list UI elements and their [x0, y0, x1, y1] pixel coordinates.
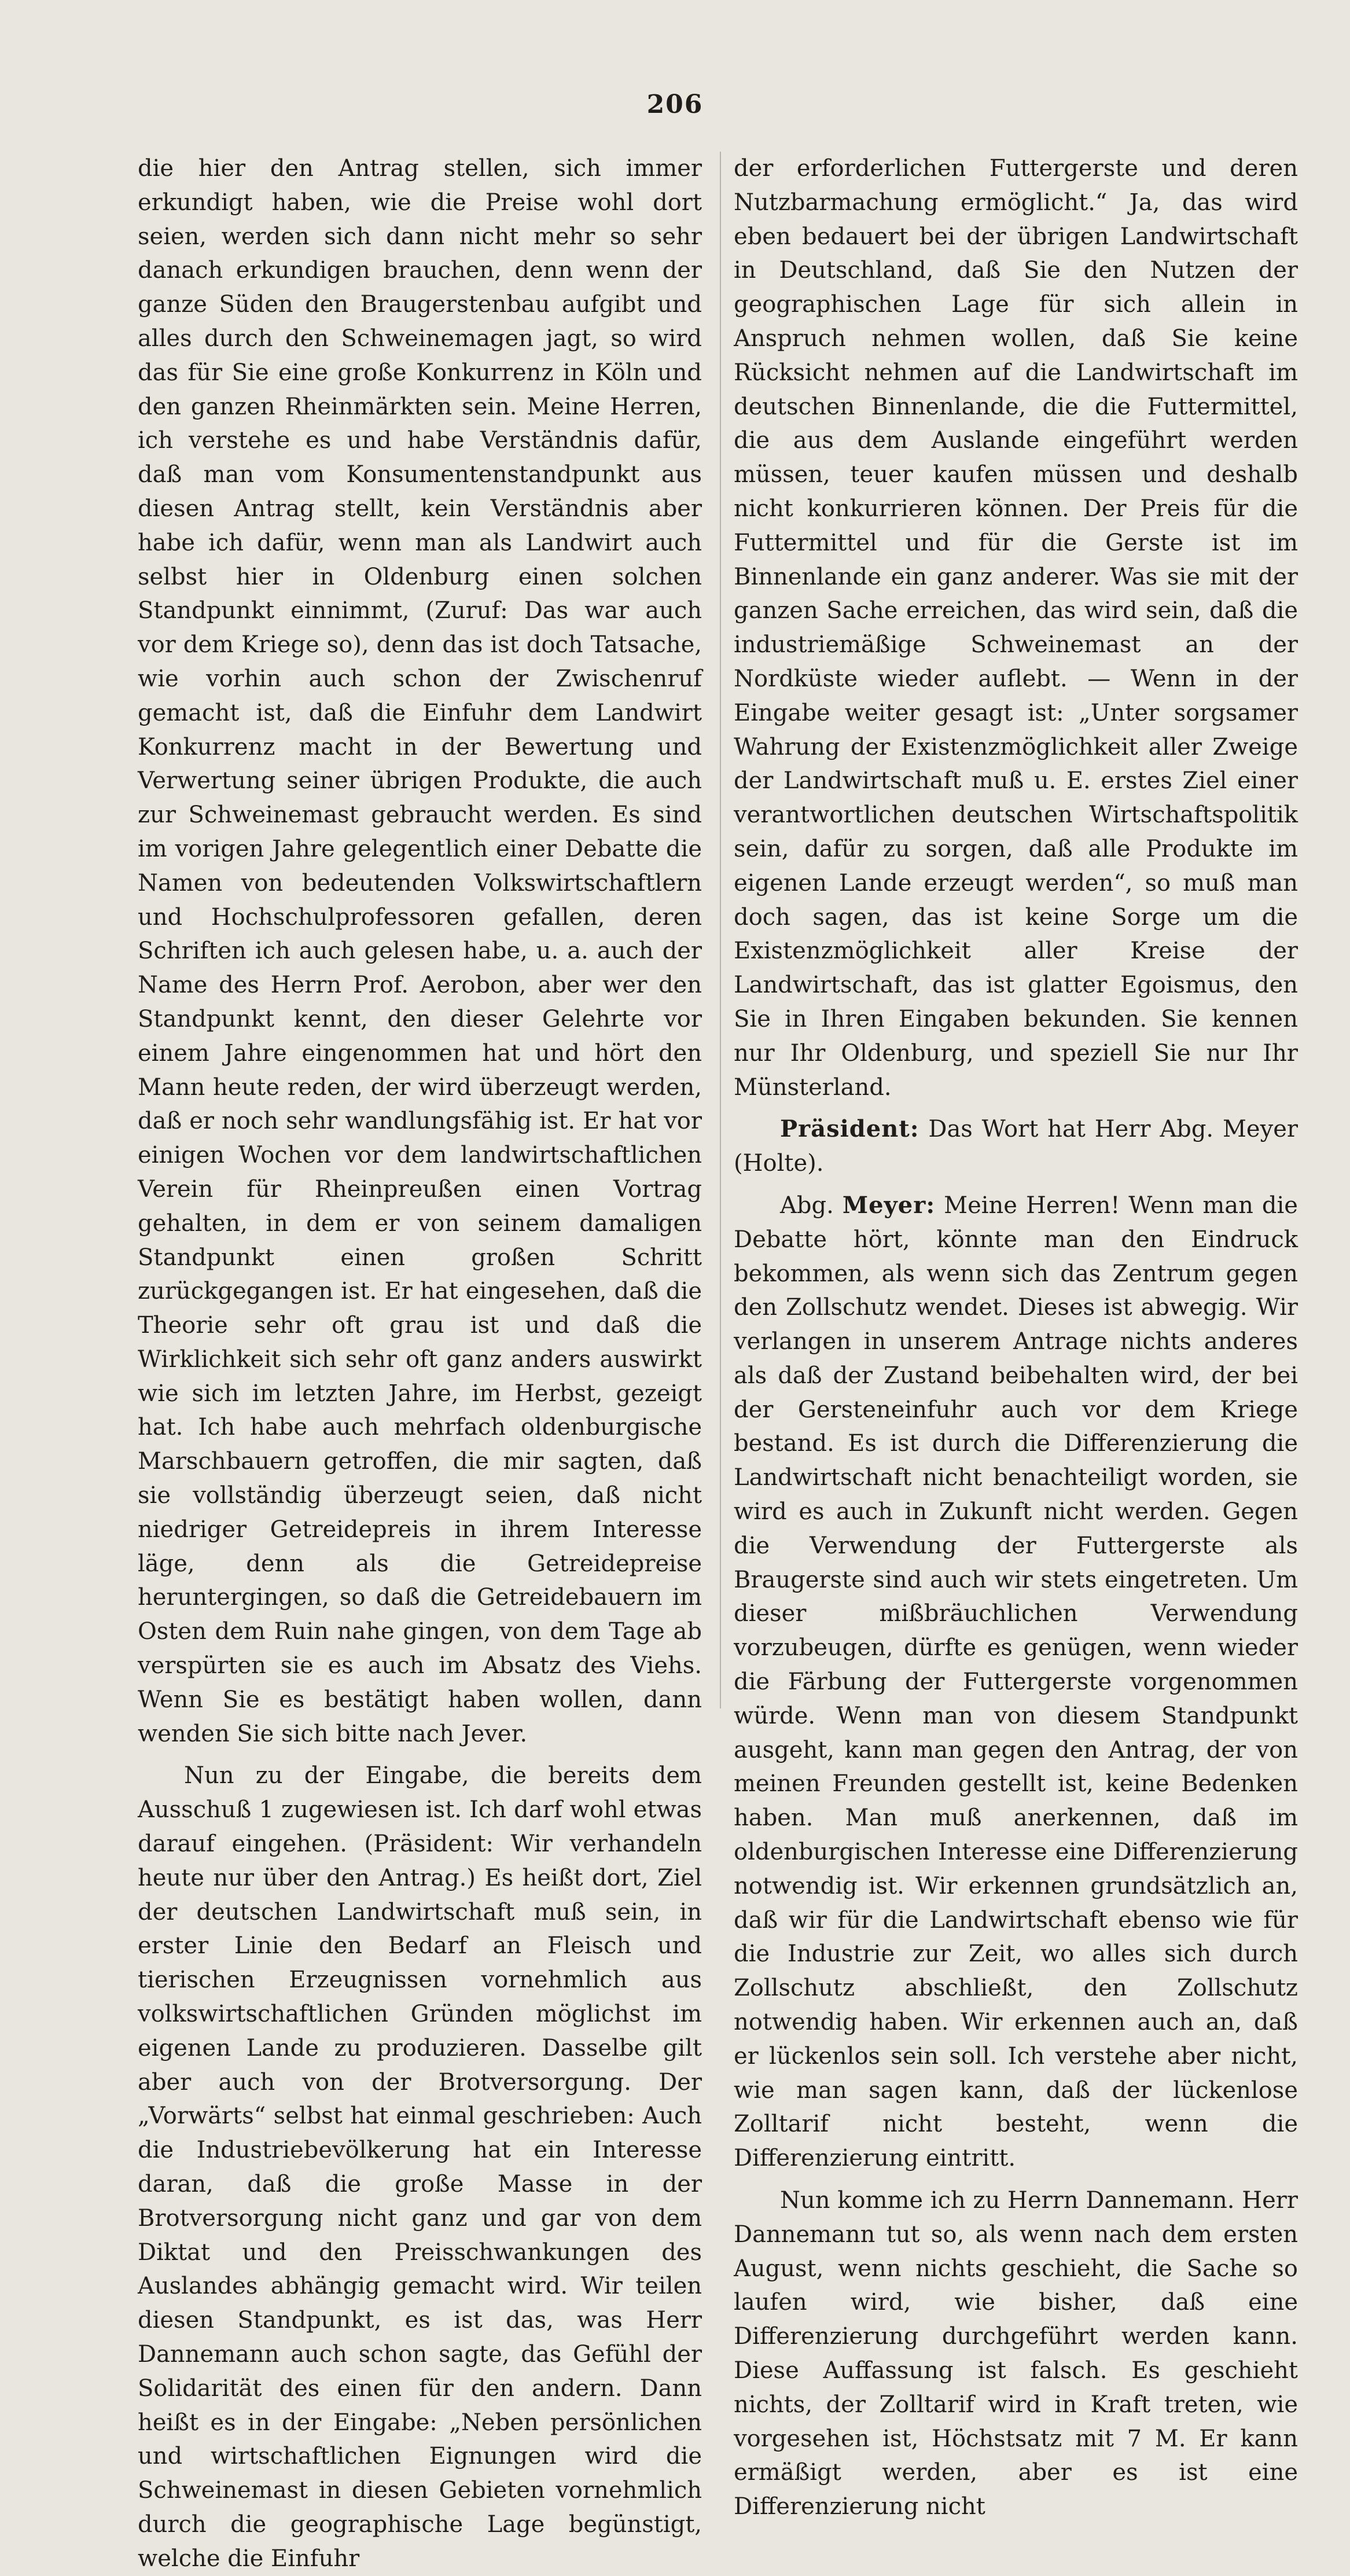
- left-column: [138, 152, 702, 2576]
- text-columns: [138, 152, 1298, 2576]
- right-column: [734, 152, 1298, 2576]
- page-number: 206: [646, 90, 704, 119]
- right-paragraph-last: Nun komme ich zu Herrn Dannemann. Herr Dannemann tut so, als wenn nach dem ersten August, wenn nichts geschieht, die Sache so laufen wird, wie bisher, daß eine Differenzierung durchgeführt werden kann. Diese Auffassung ist falsch. Es geschieht nichts, der Zolltarif wird in Kraft treten, wie vorgesehen ist, Höchstsatz mit 7 M. Er kann ermäßigt werden, aber es ist eine Differenzierung nicht: [734, 2187, 1298, 2520]
- meyer-text: Meine Herren! Wenn man die Debatte hört, könnte man den Eindruck bekommen, als wenn sich das Zentrum gegen den Zollschutz wendet. Dieses ist abwegig. Wir verlangen in unserem Antrage nichts anderes als daß der Zustand beibehalten wird, der bei der Gersteneinfuhr auch vor dem Kriege bestand. Es ist durch die Differenzierung die Landwirtschaft nicht benachteiligt worden, sie wird es auch in Zukunft nicht werden. Gegen die Verwendung der Futtergerste als Braugerste sind auch wir stets eingetreten. Um dieser mißbräuchlichen Verwendung vorzubeugen, dürfte es genügen, wenn wieder die Färbung der Futtergerste vorgenommen würde. Wenn man von diesem Standpunkt ausgeht, kann man gegen den Antrag, der von meinen Freunden gestellt ist, keine Bedenken haben. Man muß anerkennen, daß im oldenburgischen Interesse eine Differenzierung notwendig ist. Wir erkennen grundsätzlich an, daß wir für die Landwirtschaft ebenso wie für die Industrie zur Zeit, wo alles sich durch Zollschutz abschließt, den Zollschutz notwendig haben. Wir erkennen auch an, daß er lückenlos sein soll. Ich verstehe aber nicht, wie man sagen kann, daß der lückenlose Zolltarif nicht besteht, wenn die Differenzierung eintritt.: [734, 1192, 1298, 2172]
- meyer-prefix: Abg.: [780, 1192, 834, 1219]
- president-statement: [734, 1112, 1298, 1181]
- speaker-president: Präsident:: [780, 1115, 919, 1143]
- left-paragraph-1: die hier den Antrag stellen, sich immer erkundigt haben, wie die Preise wohl dort seien, werden sich dann nicht mehr so sehr danach erkundigen brauchen, denn wenn der ganze Süden den Braugerstenbau aufgibt und alles durch den Schweinemagen jagt, so wird das für Sie eine große Konkurrenz in Köln und den ganzen Rheinmärkten sein. Meine Herren, ich verstehe es und habe Verständnis dafür, daß man vom Konsumentenstandpunkt aus diesen Antrag stellt, kein Verständnis aber habe ich dafür, wenn man als Landwirt auch selbst hier in Oldenburg einen solchen Standpunkt einnimmt, (Zuruf: Das war auch vor dem Kriege so), denn das ist doch Tatsache, wie vorhin auch schon der Zwischenruf gemacht ist, daß die Einfuhr dem Landwirt Konkurrenz macht in der Bewertung und Verwertung seiner übrigen Produkte, die auch zur Schweinemast gebraucht werden. Es sind im vorigen Jahre gelegentlich einer Debatte die Namen von bedeutenden Volkswirtschaftlern und Hochschulprofessoren gefallen, deren Schriften ich auch gelesen habe, u. a. auch der Name des Herrn Prof. Aerobon, aber wer den Standpunkt kennt, den dieser Gelehrte vor einem Jahre eingenommen hat und hört den Mann heute reden, der wird überzeugt werden, daß er noch sehr wandlungsfähig ist. Er hat vor einigen Wochen vor dem landwirtschaftlichen Verein für Rheinpreußen einen Vortrag gehalten, in dem er von seinem damaligen Standpunkt einen großen Schritt zurückgegangen ist. Er hat eingesehen, daß die Theorie sehr oft grau ist und daß die Wirklichkeit sich sehr oft ganz anders auswirkt wie sich im letzten Jahre, im Herbst, gezeigt hat. Ich habe auch mehrfach oldenburgische Marschbauern getroffen, die mir sagten, daß sie vollständig überzeugt seien, daß nicht niedriger Getreidepreis in ihrem Interesse läge, denn als die Getreidepreise heruntergingen, so daß die Getreidebauern im Osten dem Ruin nahe gingen, von dem Tage ab verspürten sie es auch im Absatz des Viehs. Wenn Sie es bestätigt haben wollen, dann wenden Sie sich bitte nach Jever.: [138, 155, 702, 1747]
- meyer-statement: [734, 1189, 1298, 2176]
- left-paragraph-2: Nun zu der Eingabe, die bereits dem Ausschuß 1 zugewiesen ist. Ich darf wohl etwas darauf eingehen. (Präsident: Wir verhandeln heute nur über den Antrag.) Es heißt dort, Ziel der deutschen Landwirtschaft muß sein, in erster Linie den Bedarf an Fleisch und tierischen Erzeugnissen vornehmlich aus volkswirtschaftlichen Gründen möglichst im eigenen Lande zu produzieren. Dasselbe gilt aber auch von der Brotversorgung. Der „Vorwärts“ selbst hat einmal geschrieben: Auch die Industriebevölkerung hat ein Interesse daran, daß die große Masse in der Brotversorgung nicht ganz und gar von dem Diktat und den Preisschwankungen des Auslandes abhängig gemacht wird. Wir teilen diesen Standpunkt, es ist das, was Herr Dannemann auch schon sagte, das Gefühl der Solidarität des einen für den andern. Dann heißt es in der Eingabe: „Neben persönlichen und wirtschaftlichen Eignungen wird die Schweinemast in diesen Gebieten vornehmlich durch die geographische Lage begünstigt, welche die Einfuhr: [138, 1762, 702, 2572]
- speaker-meyer: Meyer:: [842, 1191, 936, 1219]
- president-text: Das Wort hat Herr Abg. Meyer (Holte).: [734, 1116, 1298, 1177]
- right-paragraph-1: der erforderlichen Futtergerste und deren Nutzbarmachung ermöglicht.“ Ja, das wird eben bedauert bei der übrigen Landwirtschaft in Deutschland, daß Sie den Nutzen der geographischen Lage für sich allein in Anspruch nehmen wollen, daß Sie keine Rücksicht nehmen auf die Landwirtschaft im deutschen Binnenlande, die die Futtermittel, die aus dem Auslande eingeführt werden müssen, teuer kaufen müssen und deshalb nicht konkurrieren können. Der Preis für die Futtermittel und für die Gerste ist im Binnenlande ein ganz anderer. Was sie mit der ganzen Sache erreichen, das wird sein, daß die industriemäßige Schweinemast an der Nordküste wieder auflebt. — Wenn in der Eingabe weiter gesagt ist: „Unter sorgsamer Wahrung der Existenzmöglichkeit aller Zweige der Landwirtschaft muß u. E. erstes Ziel einer verantwortlichen deutschen Wirtschaftspolitik sein, dafür zu sorgen, daß alle Produkte im eigenen Lande erzeugt werden“, so muß man doch sagen, das ist keine Sorge um die Existenzmöglichkeit aller Kreise der Landwirtschaft, das ist glatter Egoismus, den Sie in Ihren Eingaben bekunden. Sie kennen nur Ihr Oldenburg, und speziell Sie nur Ihr Münsterland.: [734, 155, 1298, 1101]
